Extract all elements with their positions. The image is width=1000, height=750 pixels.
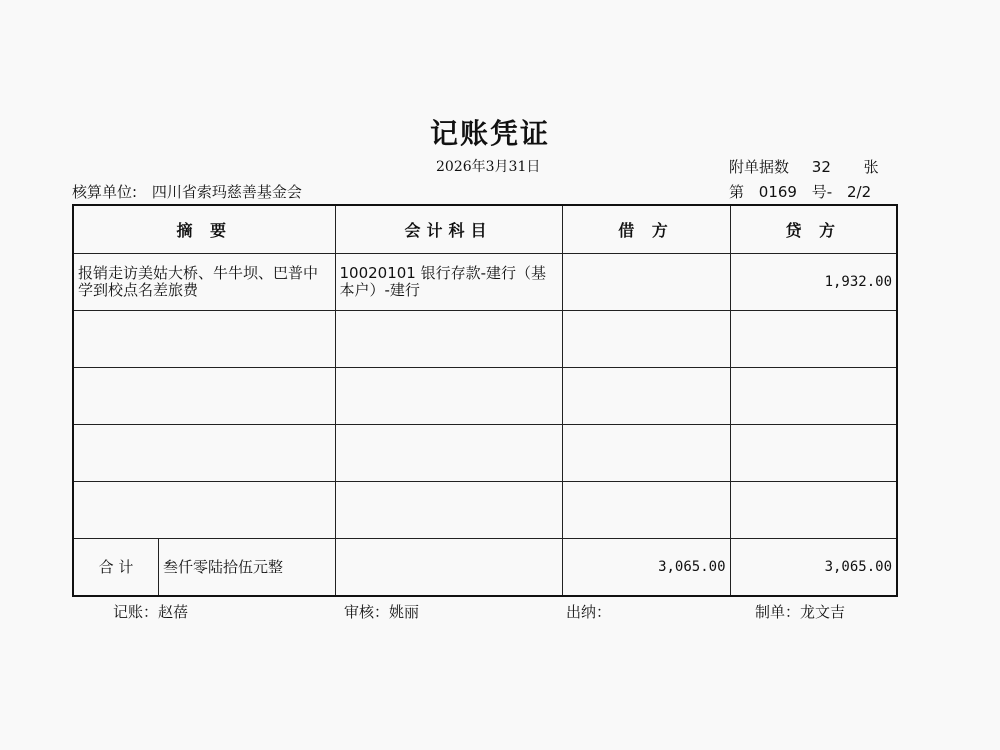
serial-suffix: 号- xyxy=(811,183,833,201)
row-account xyxy=(335,481,562,538)
attachments-label: 附单据数 xyxy=(729,158,790,176)
page-number: 2/2 xyxy=(846,183,872,201)
table-row xyxy=(73,310,897,367)
voucher-title: 记账凭证 xyxy=(429,117,550,150)
row-summary xyxy=(73,310,335,367)
attachments-info xyxy=(729,156,879,177)
header-summary: 摘 要 xyxy=(73,205,335,253)
table-row xyxy=(73,253,897,310)
total-debit: 3,065.00 xyxy=(562,538,730,596)
accounting-unit xyxy=(72,181,302,202)
row-account xyxy=(335,367,562,424)
row-summary xyxy=(73,481,335,538)
voucher-table xyxy=(72,204,898,597)
reviewer-signature: 审核：姚丽 xyxy=(344,603,420,621)
row-debit xyxy=(562,424,730,481)
row-debit xyxy=(562,253,730,310)
row-credit xyxy=(730,367,897,424)
total-amount-words: 叁仟零陆拾伍元整 xyxy=(163,558,284,577)
row-account xyxy=(335,424,562,481)
row-summary xyxy=(73,367,335,424)
row-debit xyxy=(562,481,730,538)
header-account: 会计科目 xyxy=(335,205,562,253)
table-row xyxy=(73,367,897,424)
table-row xyxy=(73,424,897,481)
unit-label: 核算单位: xyxy=(72,183,138,201)
row-account xyxy=(335,310,562,367)
header-debit: 借 方 xyxy=(562,205,730,253)
table-header-row xyxy=(73,205,897,253)
voucher-serial xyxy=(729,181,881,202)
row-credit xyxy=(730,310,897,367)
row-account: 10020101 银行存款-建行（基本户）-建行 xyxy=(335,253,562,310)
row-credit xyxy=(730,481,897,538)
cashier-signature: 出纳： xyxy=(566,603,612,621)
table-row xyxy=(73,481,897,538)
total-spacer xyxy=(335,538,562,596)
row-summary: 报销走访美姑大桥、牛牛坝、巴普中学到校点名差旅费 xyxy=(73,253,335,310)
row-debit xyxy=(562,367,730,424)
total-credit: 3,065.00 xyxy=(730,538,897,596)
total-row xyxy=(73,538,897,596)
attachments-unit: 张 xyxy=(863,158,879,176)
row-debit xyxy=(562,310,730,367)
voucher-date: 2026年3月31日 xyxy=(436,159,541,175)
row-summary xyxy=(73,424,335,481)
header-credit: 贷 方 xyxy=(730,205,897,253)
bookkeeper-signature: 记账：赵蓓 xyxy=(113,603,189,621)
total-label: 合 计 xyxy=(74,539,159,596)
attachments-count: 32 xyxy=(811,158,831,176)
unit-name: 四川省索玛慈善基金会 xyxy=(151,183,302,201)
row-credit: 1,932.00 xyxy=(730,253,897,310)
preparer-signature: 制单：龙文吉 xyxy=(755,603,846,621)
row-credit xyxy=(730,424,897,481)
serial-prefix: 第 xyxy=(729,183,745,201)
serial-number: 0169 xyxy=(758,183,797,201)
total-cell xyxy=(73,538,335,596)
